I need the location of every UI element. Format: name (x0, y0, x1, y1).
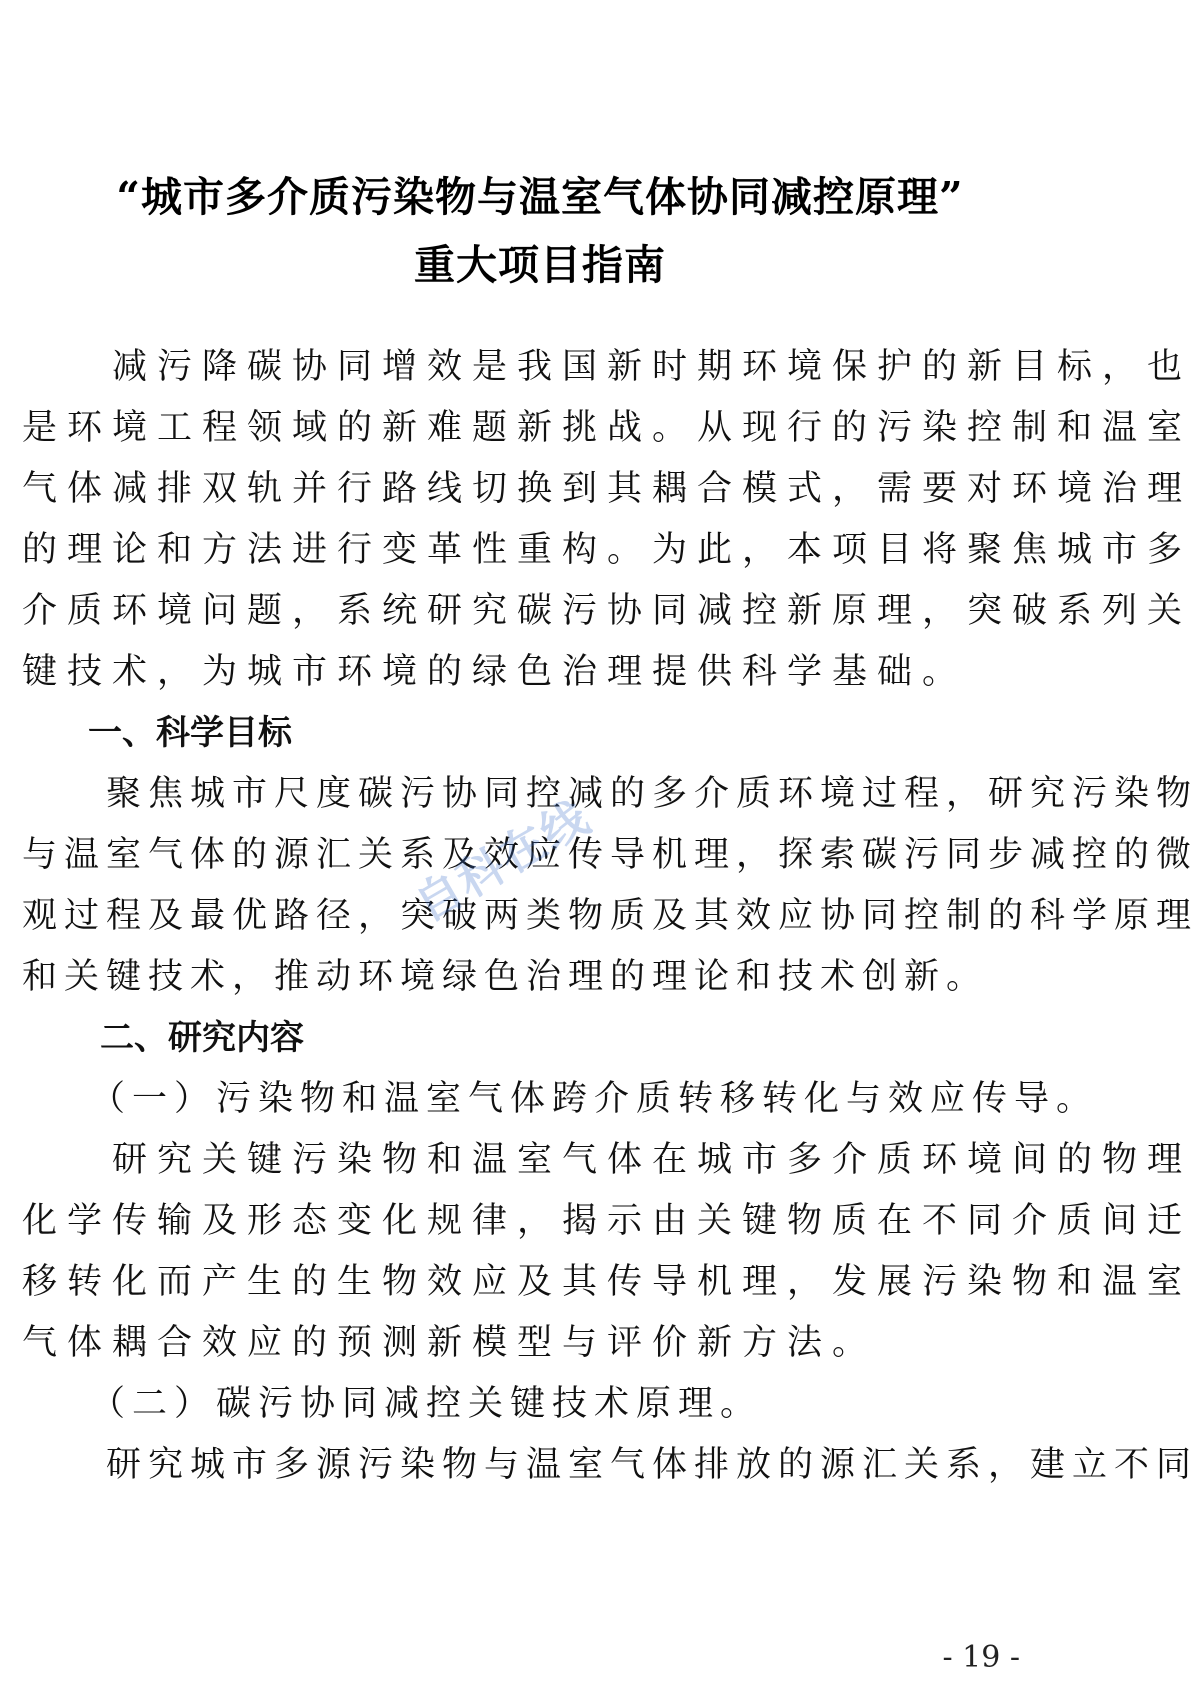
subsection1-line: 移转化而产生的生物效应及其传导机理，发展污染物和温室 (22, 1262, 1193, 1302)
watermark-text: 自科在线 (405, 789, 600, 932)
subsection1-line: 研究关键污染物和温室气体在城市多介质环境间的物理 (22, 1140, 1193, 1180)
intro-line: 是环境工程领域的新难题新挑战。从现行的污染控制和温室 (22, 408, 1193, 448)
subsection-heading-1: （一）污染物和温室气体跨介质转移转化与效应传导。 (90, 1079, 1099, 1119)
intro-line: 键技术，为城市环境的绿色治理提供科学基础。 (22, 652, 968, 692)
section-heading-science-goal: 一、科学目标 (88, 713, 292, 753)
section1-line: 聚焦城市尺度碳污协同控减的多介质环境过程，研究污染物 (22, 774, 1198, 814)
document-title-line-2: 重大项目指南 (414, 241, 666, 289)
intro-line: 减污降碳协同增效是我国新时期环境保护的新目标，也 (22, 347, 1193, 387)
subsection-heading-2: （二）碳污协同减控关键技术原理。 (90, 1384, 763, 1424)
section-heading-research-content: 二、研究内容 (100, 1018, 304, 1058)
section1-line: 观过程及最优路径，突破两类物质及其效应协同控制的科学原理 (22, 896, 1198, 936)
section1-line: 与温室气体的源汇关系及效应传导机理，探索碳污同步减控的微 (22, 835, 1198, 875)
intro-line: 的理论和方法进行变革性重构。为此，本项目将聚焦城市多 (22, 530, 1193, 570)
intro-line: 气体减排双轨并行路线切换到其耦合模式，需要对环境治理 (22, 469, 1193, 509)
intro-line: 介质环境问题，系统研究碳污协同减控新原理，突破系列关 (22, 591, 1193, 631)
subsection1-line: 气体耦合效应的预测新模型与评价新方法。 (22, 1323, 878, 1363)
section1-line: 和关键技术，推动环境绿色治理的理论和技术创新。 (22, 957, 989, 997)
page-number: - 19 - (942, 1640, 1020, 1675)
subsection2-line: 研究城市多源污染物与温室气体排放的源汇关系，建立不同 (22, 1445, 1198, 1485)
document-title-line-1: “城市多介质污染物与温室气体协同减控原理” (116, 173, 964, 221)
subsection1-line: 化学传输及形态变化规律，揭示由关键物质在不同介质间迁 (22, 1201, 1193, 1241)
